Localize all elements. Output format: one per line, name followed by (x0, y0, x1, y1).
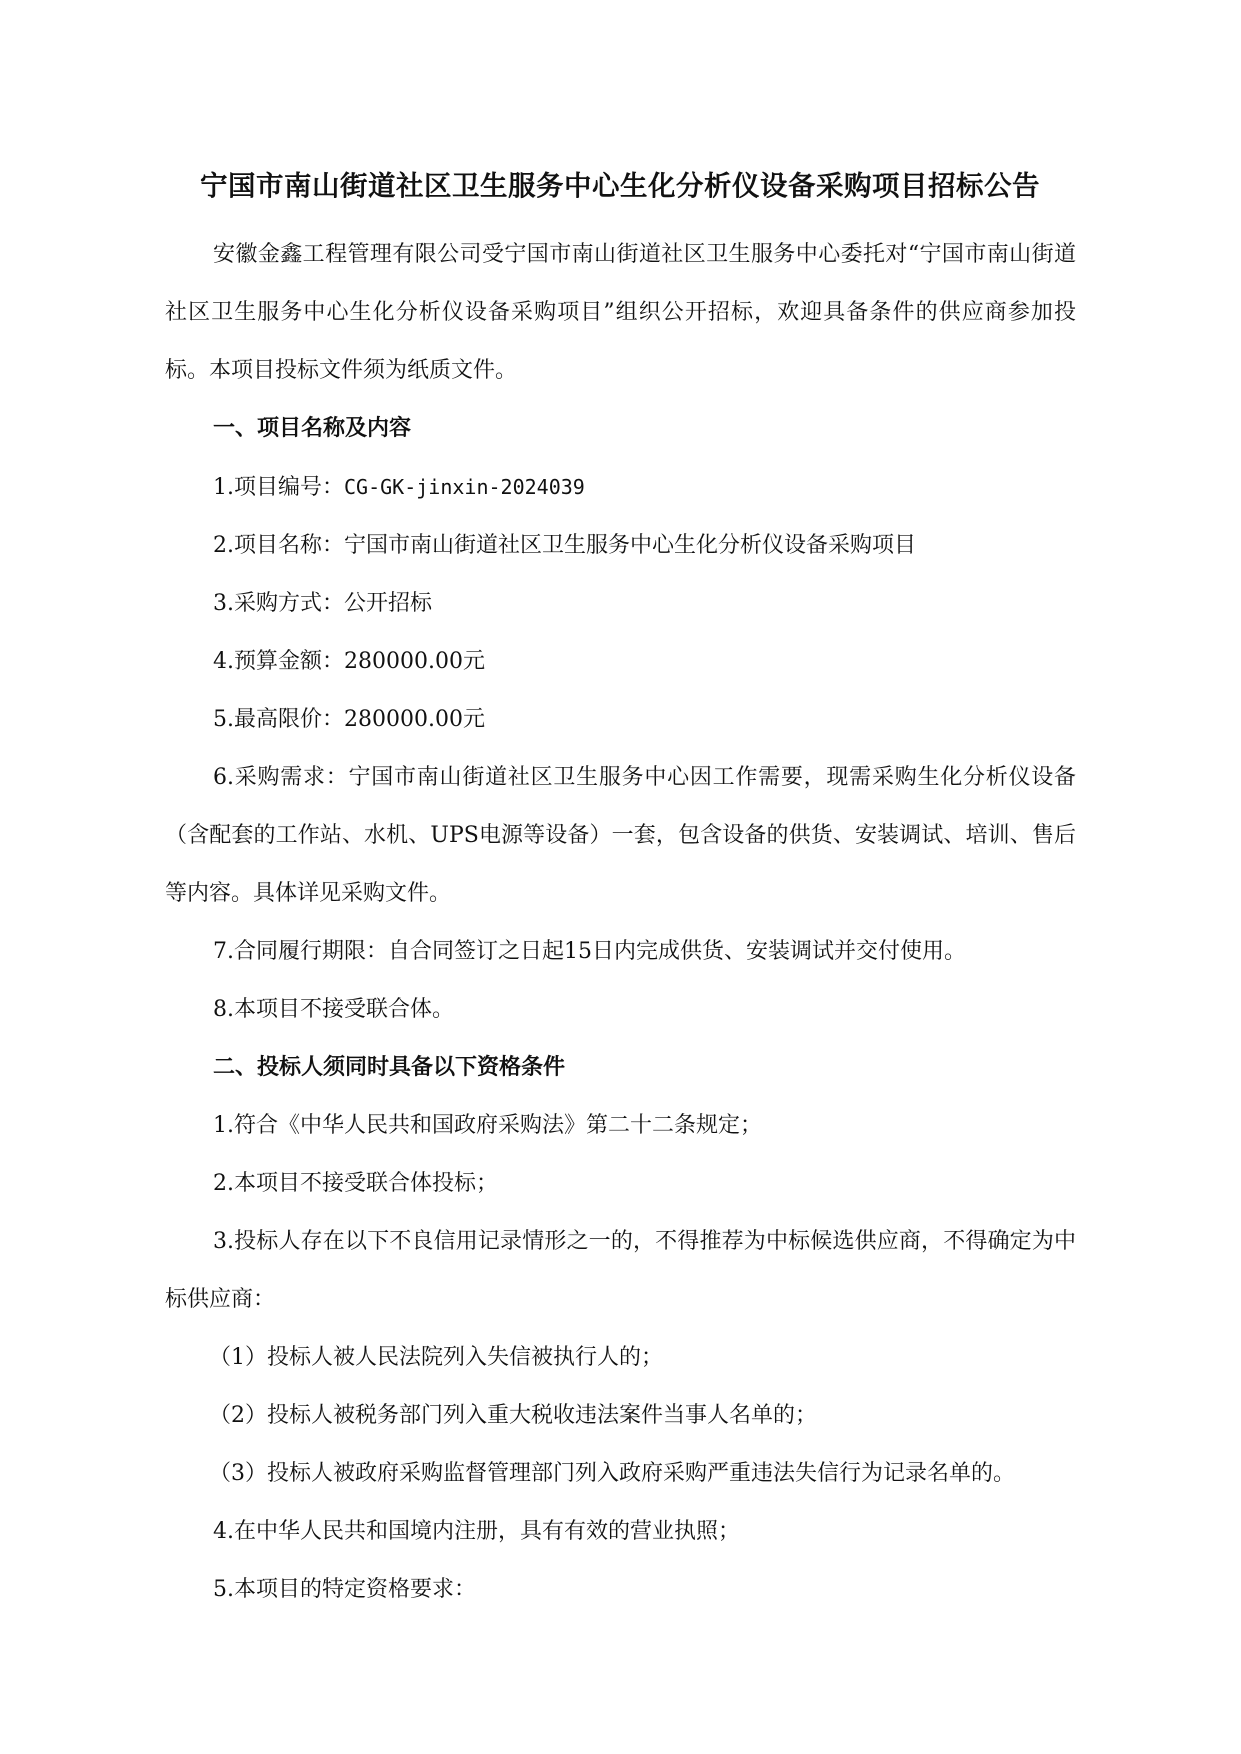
section2-item3: 3.投标人存在以下不良信用记录情形之一的，不得推荐为中标候选供应商，不得确定为中标供应商： (165, 1229, 1076, 1312)
section2-item5: 5.本项目的特定资格要求： (213, 1577, 476, 1602)
project-number-label: 1.项目编号： (213, 475, 344, 500)
section1-item3: 3.采购方式：公开招标 (213, 591, 432, 616)
project-number-value: CG-GK-jinxin-2024039 (344, 475, 585, 499)
section2-sub3: （3）投标人被政府采购监督管理部门列入政府采购严重违法失信行为记录名单的。 (209, 1461, 1015, 1486)
section1-item5: 5.最高限价：280000.00元 (213, 707, 485, 732)
document-title: 宁国市南山街道社区卫生服务中心生化分析仪设备采购项目招标公告 (200, 170, 1040, 202)
section1-item4: 4.预算金额：280000.00元 (213, 649, 485, 674)
section1-item2: 2.项目名称：宁国市南山街道社区卫生服务中心生化分析仪设备采购项目 (213, 533, 916, 558)
section2-item1: 1.符合《中华人民共和国政府采购法》第二十二条规定； (213, 1113, 762, 1138)
section2-sub2: （2）投标人被税务部门列入重大税收违法案件当事人名单的； (209, 1403, 817, 1428)
section2-item2: 2.本项目不接受联合体投标； (213, 1171, 498, 1196)
intro-paragraph: 安徽金鑫工程管理有限公司受宁国市南山街道社区卫生服务中心委托对“宁国市南山街道社区卫生服务中心生化分析仪设备采购项目”组织公开招标，欢迎具备条件的供应商参加投标。本项目投标文件须为纸质文件。 (165, 242, 1076, 383)
section1-item1 (165, 458, 1076, 517)
section1-item6: 6.采购需求：宁国市南山街道社区卫生服务中心因工作需要，现需采购生化分析仪设备（含配套的工作站、水机、UPS电源等设备）一套，包含设备的供货、安装调试、培训、售后等内容。具体详见采购文件。 (165, 765, 1076, 906)
section1-heading: 一、项目名称及内容 (213, 416, 412, 441)
section1-item8: 8.本项目不接受联合体。 (213, 997, 454, 1022)
document-body (165, 226, 1076, 1619)
section2-sub1: （1）投标人被人民法院列入失信被执行人的； (209, 1345, 663, 1370)
section1-item7: 7.合同履行期限：自合同签订之日起15日内完成供货、安装调试并交付使用。 (213, 939, 966, 964)
section2-item4: 4.在中华人民共和国境内注册，具有有效的营业执照； (213, 1519, 740, 1544)
section2-heading: 二、投标人须同时具备以下资格条件 (213, 1055, 566, 1080)
